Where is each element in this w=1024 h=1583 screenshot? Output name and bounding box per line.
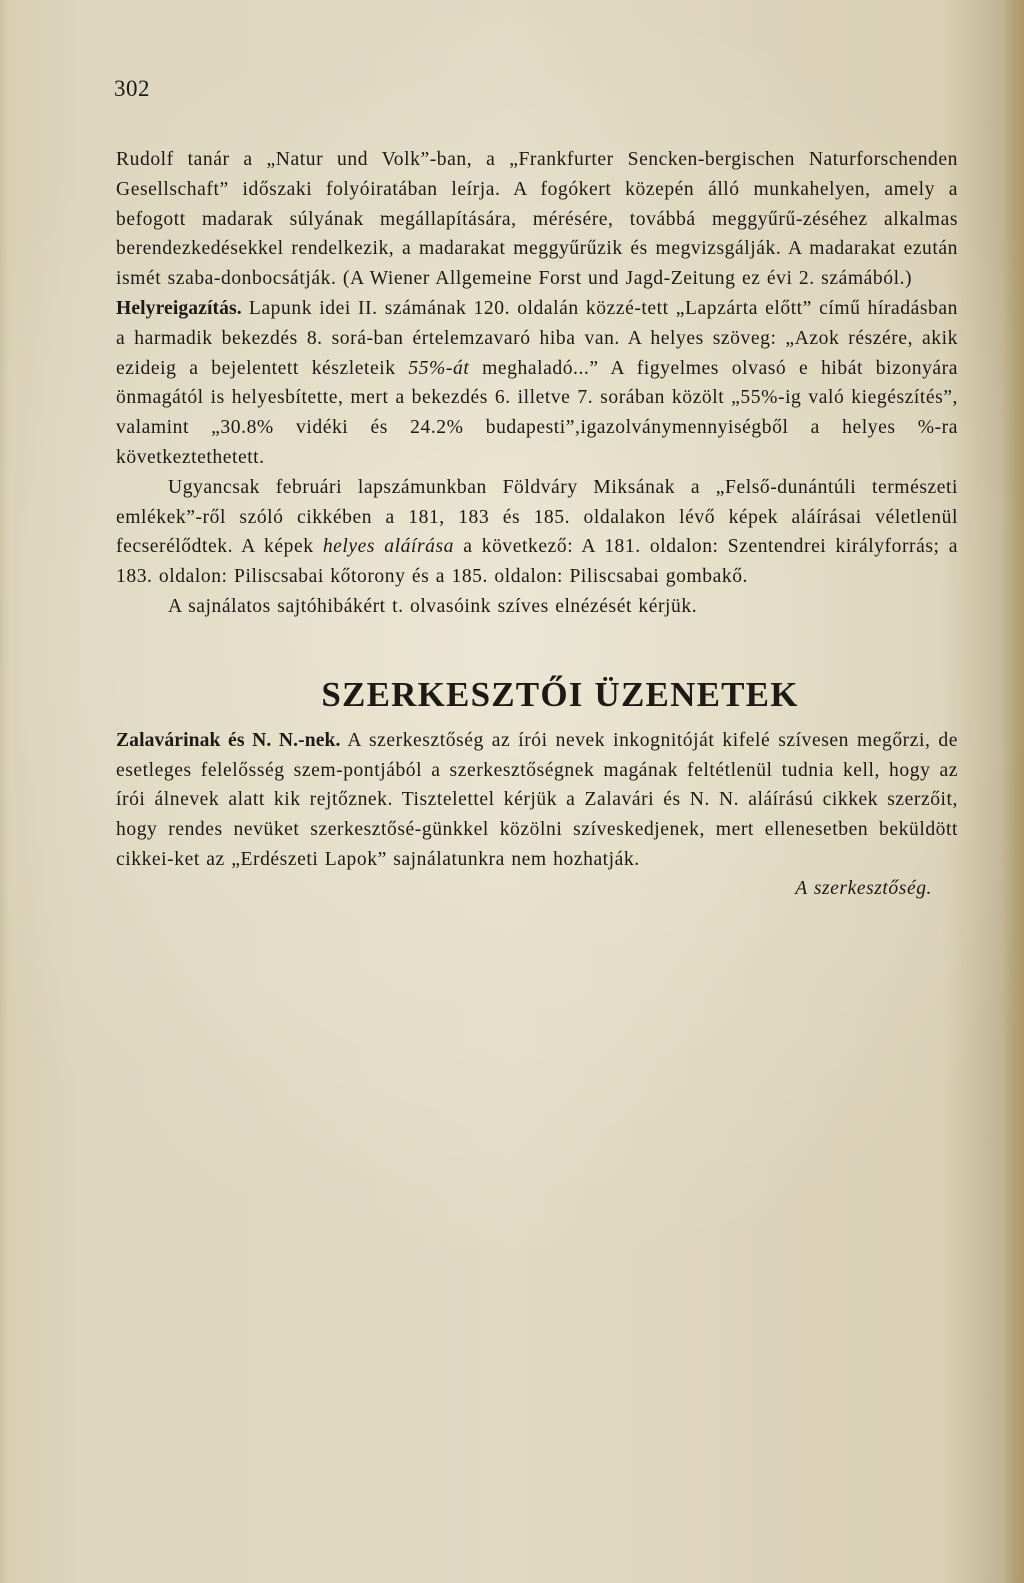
apology-paragraph: A sajnálatos sajtóhibákért t. olvasóink szíves elnézését kérjük. — [168, 595, 698, 617]
editorial-section-title: SZERKESZTŐI ÜZENETEK — [321, 674, 799, 714]
editorial-recipient-label: Zalavárinak és N. N.-nek. — [116, 729, 341, 751]
page-edge-shadow — [0, 0, 10, 1583]
page-content — [116, 145, 958, 904]
correction-italic-text: 55%-át — [408, 357, 470, 379]
correction-text-2: meghaladó...” A figyelmes olvasó e hibát bizonyára önmagától is helyesbítette, mert a bekezdés 6. illetve 7. sorában közölt „55%-ig való kiegészítés”, valamint „30.8% vidéki és 24.2% budapesti”,igazolványmennyiségből a helyes %-ra következtethetett. — [116, 357, 958, 468]
caption-correction-text-1: Ugyancsak februári lapszámunkban Földváry Miksának a „Felső-dunántúli természeti emlékek”-ről szóló cikkében a 181, 183 és 185. oldalakon lévő képek aláírásai véletlenül fecserélődtek. A képek — [116, 476, 958, 558]
caption-correction-paragraph — [116, 473, 958, 592]
correction-paragraph — [116, 294, 958, 473]
editorial-signature: A szerkesztőség. — [795, 877, 932, 899]
editorial-message-text: A szerkesztőség az írói nevek inkognitóját kifelé szívesen megőrzi, de esetleges felelősség szem-pontjából a szerkesztőségnek magának feltétlenül tudnia kell, hogy az írói álnevek alatt kik rejtőznek. Tisztelettel kérjük a Zalavári és N. N. aláírású cikkek szerzőit, hogy rendes nevüket szerkesztősé-günkkel közölni szíveskedjenek, mert ellenesetben beküldött cikkei-ket az „Erdészeti Lapok” sajnálatunkra nem hozhatják. — [116, 729, 958, 870]
correction-text-1: Lapunk idei II. számának 120. oldalán közzé-tett „Lapzárta előtt” című híradásban a harmadik bekezdés 8. sorá-ban értelemzavaró hiba van. A helyes szöveg: „Azok részére, akik ezideig a bejelentett készleteik — [116, 297, 958, 379]
article-paragraph-1: Rudolf tanár a „Natur und Volk”-ban, a „Frankfurter Sencken-bergischen Naturforschenden Gesellschaft” időszaki folyóiratában leírja. A fogókert közepén álló munkahelyen, amely a befogott madarak súlyának megállapítására, mérésére, továbbá meggyűrű-zéséhez alkalmas berendezkedésekkel rendelkezik, a madarakat meggyűrűzik és megvizsgálják. A madarakat ezután ismét szaba-donbocsátják. (A Wiener Allgemeine Forst und Jagd-Zeitung ez évi 2. számából.) — [116, 149, 958, 290]
page-number: 302 — [114, 76, 150, 101]
caption-correction-italic: helyes aláírása — [322, 536, 455, 558]
editorial-message-paragraph — [116, 726, 958, 875]
correction-label: Helyreigazítás. — [116, 297, 242, 319]
caption-correction-text-2: a következő: A 181. oldalon: Szentendrei királyforrás; a 183. oldalon: Piliscsabai kőtorony és a 185. oldalon: Piliscsabai gombakő. — [116, 536, 959, 588]
